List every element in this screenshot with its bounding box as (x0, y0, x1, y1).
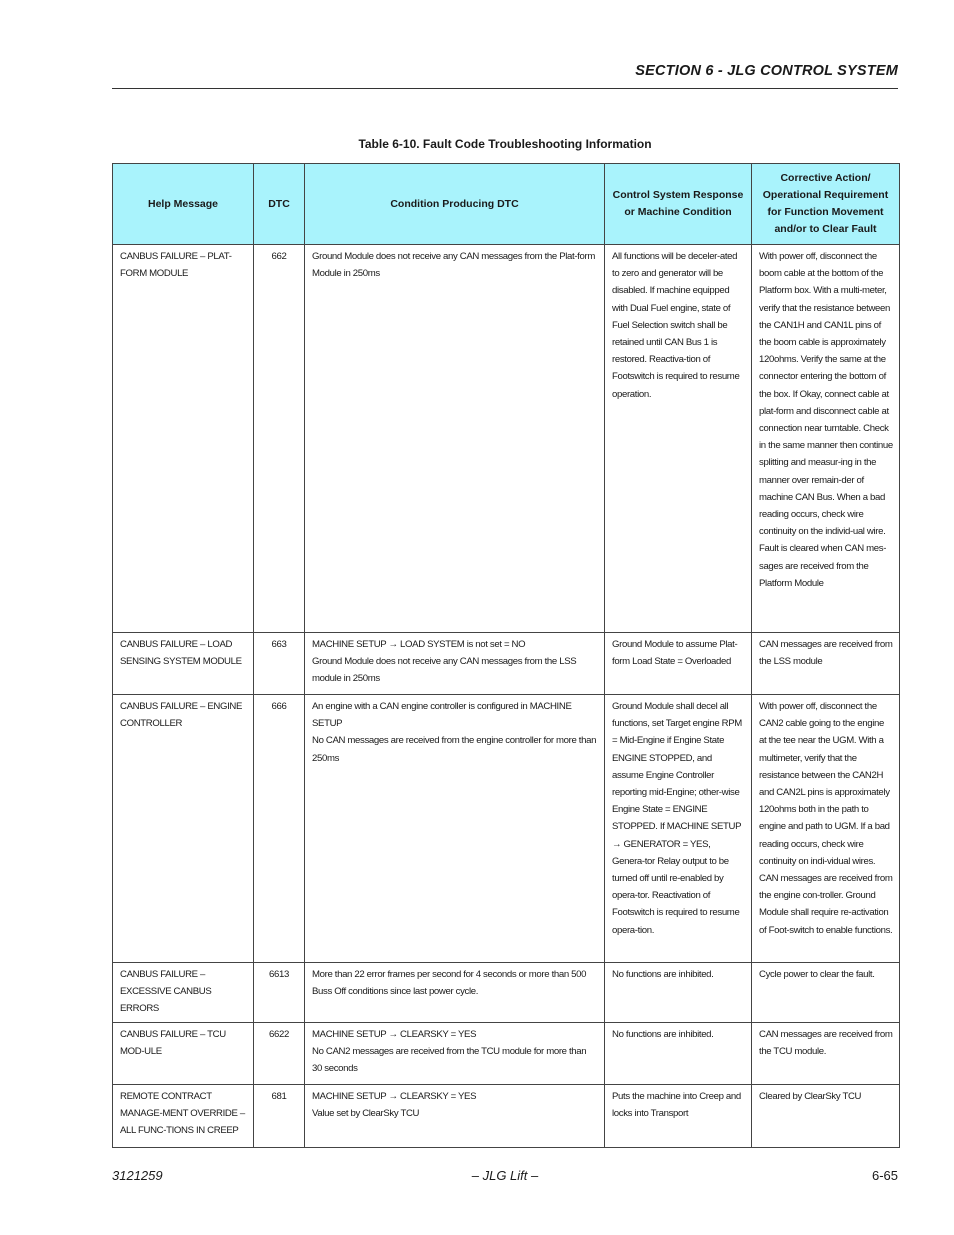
table-row (113, 1022, 900, 1084)
table-header-row (113, 164, 900, 245)
dtc-cell: 681 (254, 1084, 305, 1147)
dtc-cell: 6613 (254, 963, 305, 1023)
column-header-condition: Condition Producing DTC (305, 164, 605, 245)
condition-cell: MACHINE SETUP → LOAD SYSTEM is not set = NO Ground Module does not receive any CAN messages from the LSS module in 250ms (305, 633, 605, 695)
action-cell: Cycle power to clear the fault. (752, 963, 900, 1023)
action-cell: With power off, disconnect the boom cable at the bottom of the Platform box. With a multi-meter, verify that the resistance between the CAN1H and CAN1L pins of the boom cable is approximately 120ohms. Verify the same at the connector entering the bottom of the box. If Okay, connect cable at plat-form and disconnect cable at connection near turntable. Check in the same manner then continue splitting and measur-ing in the manner over remain-der of machine CAN Bus. When a bad reading occurs, check wire continuity on the individ-ual wire. Fault is cleared when CAN mes-sages are received from the Platform Module (752, 245, 900, 633)
fault-code-table (112, 163, 900, 1148)
condition-cell: MACHINE SETUP → CLEARSKY = YES No CAN2 messages are received from the TCU module for more than 30 seconds (305, 1022, 605, 1084)
action-cell: Cleared by ClearSky TCU (752, 1084, 900, 1147)
column-header-response: Control System Response or Machine Condition (605, 164, 752, 245)
dtc-cell: 663 (254, 633, 305, 695)
response-cell: No functions are inhibited. (605, 963, 752, 1023)
help-message-cell: CANBUS FAILURE – PLAT-FORM MODULE (113, 245, 254, 633)
table-body (113, 245, 900, 1148)
help-message-cell: CANBUS FAILURE – ENGINE CONTROLLER (113, 695, 254, 963)
dtc-cell: 662 (254, 245, 305, 633)
table-row (113, 963, 900, 1023)
condition-cell: More than 22 error frames per second for 4 seconds or more than 500 Buss Off conditions since last power cycle. (305, 963, 605, 1023)
action-cell: CAN messages are received from the TCU module. (752, 1022, 900, 1084)
page-number: 6-65 (871, 1168, 898, 1183)
action-cell: With power off, disconnect the CAN2 cable going to the engine at the tee near the UGM. With a multimeter, verify that the resistance between the CAN2H and CAN2L pins is approximately 120ohms both in the path to engine and path to UGM. If a bad reading occurs, check wire continuity on indi-vidual wires. CAN messages are received from the engine con-troller. Ground Module shall require re-activation of Foot-switch to enable functions. (752, 695, 900, 963)
condition-cell: An engine with a CAN engine controller is configured in MACHINE SETUP No CAN messages are received from the engine controller for more than 250ms (305, 695, 605, 963)
response-cell: Puts the machine into Creep and locks into Transport (605, 1084, 752, 1147)
help-message-cell: REMOTE CONTRACT MANAGE-MENT OVERRIDE – ALL FUNC-TIONS IN CREEP (113, 1084, 254, 1147)
help-message-cell: CANBUS FAILURE – LOAD SENSING SYSTEM MODULE (113, 633, 254, 695)
section-title: SECTION 6 - JLG CONTROL SYSTEM (635, 63, 898, 79)
condition-cell: MACHINE SETUP → CLEARSKY = YES Value set by ClearSky TCU (305, 1084, 605, 1147)
help-message-cell: CANBUS FAILURE – TCU MOD-ULE (113, 1022, 254, 1084)
condition-cell: Ground Module does not receive any CAN messages from the Plat-form Module in 250ms (305, 245, 605, 633)
table-title: Table 6-10. Fault Code Troubleshooting Information (358, 137, 652, 151)
response-cell: Ground Module shall decel all functions, set Target engine RPM = Mid-Engine if Engine State ENGINE STOPPED, and assume Engine Controller reporting mid-Engine; other-wise Engine State = ENGINE STOPPED. If MACHINE SETUP → GENERATOR = YES, Genera-tor Relay output to be turned off until re-enabled by opera-tor. Reactivation of Footswitch is required to resume opera-tion. (605, 695, 752, 963)
response-cell: Ground Module to assume Plat-form Load State = Overloaded (605, 633, 752, 695)
help-message-cell: CANBUS FAILURE – EXCESSIVE CANBUS ERRORS (113, 963, 254, 1023)
column-header-dtc: DTC (254, 164, 305, 245)
column-header-help-message: Help Message (113, 164, 254, 245)
table-row (113, 245, 900, 633)
response-cell: All functions will be deceler-ated to zero and generator will be disabled. If machine equipped with Dual Fuel engine, state of Fuel Selection switch shall be retained until CAN Bus 1 is restored. Reactiva-tion of Footswitch is required to resume operation. (605, 245, 752, 633)
table-row (113, 695, 900, 963)
dtc-cell: 6622 (254, 1022, 305, 1084)
publisher-label: – JLG Lift – (471, 1168, 539, 1183)
column-header-corrective-action: Corrective Action/ Operational Requirement for Function Movement and/or to Clear Fault (752, 164, 900, 245)
document-number: 3121259 (112, 1168, 163, 1183)
response-cell: No functions are inhibited. (605, 1022, 752, 1084)
table-row (113, 1084, 900, 1147)
page-header (112, 62, 898, 89)
action-cell: CAN messages are received from the LSS module (752, 633, 900, 695)
table-row (113, 633, 900, 695)
dtc-cell: 666 (254, 695, 305, 963)
